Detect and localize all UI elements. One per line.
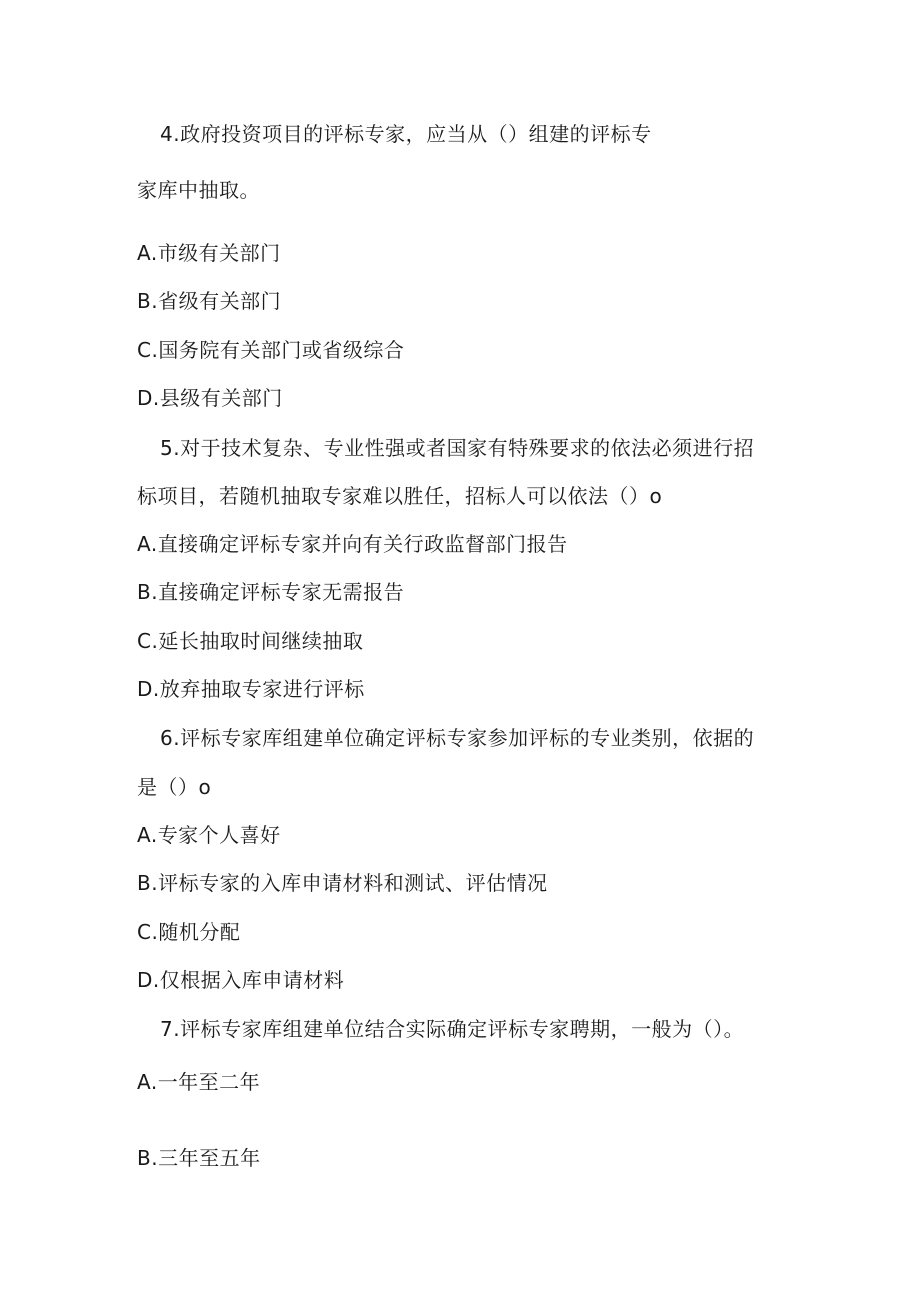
- question-5-option-b: B.直接确定评标专家无需报告: [137, 580, 405, 604]
- question-6-stem-line-2: 是（）o: [137, 775, 212, 799]
- question-4-option-c: C.国务院有关部门或省级综合: [137, 338, 405, 362]
- question-7-option-b: B.三年至五年: [137, 1146, 261, 1170]
- question-4-stem-line-1: 4.政府投资项目的评标专家，应当从（）组建的评标专: [160, 122, 652, 146]
- question-4-option-a: A.市级有关部门: [137, 241, 281, 265]
- question-5-stem-line-2: 标项目，若随机抽取专家难以胜任，招标人可以依法（）o: [137, 484, 663, 508]
- question-5-option-d: D.放弃抽取专家进行评标: [137, 677, 365, 701]
- question-6-option-d: D.仅根据入库申请材料: [137, 968, 345, 992]
- question-7-option-a: A.一年至二年: [137, 1070, 261, 1094]
- question-6-option-c: C.随机分配: [137, 920, 241, 944]
- question-6-option-b: B.评标专家的入库申请材料和测试、评估情况: [137, 871, 548, 895]
- question-5-stem-line-1: 5.对于技术复杂、专业性强或者国家有特殊要求的依法必须进行招: [160, 436, 755, 460]
- question-4-stem-line-2: 家库中抽取。: [137, 178, 260, 202]
- question-5-option-c: C.延长抽取时间继续抽取: [137, 629, 364, 653]
- question-6-option-a: A.专家个人喜好: [137, 823, 281, 847]
- question-4-option-d: D.县级有关部门: [137, 386, 283, 410]
- question-4-option-b: B.省级有关部门: [137, 289, 282, 313]
- question-6-stem-line-1: 6.评标专家库组建单位确定评标专家参加评标的专业类别，依据的: [160, 726, 755, 750]
- question-5-option-a: A.直接确定评标专家并向有关行政监督部门报告: [137, 532, 568, 556]
- question-7-stem-line-1: 7.评标专家库组建单位结合实际确定评标专家聘期，一般为（）。: [160, 1017, 745, 1041]
